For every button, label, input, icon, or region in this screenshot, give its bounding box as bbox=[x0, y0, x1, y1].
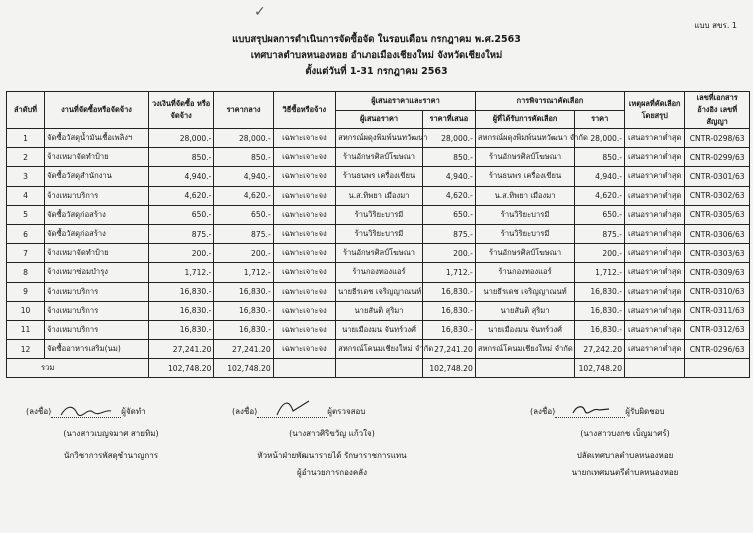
cell-method: เฉพาะเจาะจง bbox=[273, 282, 335, 301]
table-row bbox=[7, 320, 750, 339]
cell-median: 650.- bbox=[214, 205, 273, 224]
cell-bidder: นายธีรเดช เจริญญาณนท์ bbox=[336, 282, 423, 301]
cell-ref: CNTR-0305/63 bbox=[685, 205, 750, 224]
cell-price: 16,830.- bbox=[575, 301, 625, 320]
cell-reason: เสนอราคาต่ำสุด bbox=[625, 224, 685, 243]
cell-method: เฉพาะเจาะจง bbox=[273, 301, 335, 320]
cell-item: จัดซื้อวัสดุก่อสร้าง bbox=[45, 224, 149, 243]
signature-position-2: ผู้อำนวยการกองคลัง bbox=[297, 468, 367, 477]
cell-median: 875.- bbox=[214, 224, 273, 243]
signature-prefix: (ลงชื่อ) bbox=[530, 407, 556, 416]
cell-median: 200.- bbox=[214, 244, 273, 263]
header-reason: เหตุผลที่คัดเลือก โดยสรุป bbox=[625, 92, 685, 129]
table-header-row bbox=[7, 92, 750, 111]
table-row bbox=[7, 224, 750, 243]
header-price: ราคา bbox=[575, 110, 625, 129]
cell-bidder: ร้านอักษรศิลป์โฆษณา bbox=[336, 148, 423, 167]
cell-item: จ้างเหมาบริการ bbox=[45, 282, 149, 301]
cell-reason: เสนอราคาต่ำสุด bbox=[625, 263, 685, 282]
cell-method: เฉพาะเจาะจง bbox=[273, 263, 335, 282]
header-median: ราคากลาง bbox=[214, 92, 273, 129]
cell-ref: CNTR-0301/63 bbox=[685, 167, 750, 186]
cell-ref: CNTR-0310/63 bbox=[685, 282, 750, 301]
cell-median: 850.- bbox=[214, 148, 273, 167]
signature-preparer bbox=[26, 405, 196, 462]
header-item: งานที่จัดซื้อหรือจัดจ้าง bbox=[45, 92, 149, 129]
cell-bid: 4,620.- bbox=[422, 186, 475, 205]
cell-no: 9 bbox=[7, 282, 45, 301]
cell-bid: 4,940.- bbox=[422, 167, 475, 186]
cell-bidder: ร้านวิริยะบารมี bbox=[336, 205, 423, 224]
cell-bidder: ร้านธนพร เครื่องเขียน bbox=[336, 167, 423, 186]
table-row bbox=[7, 340, 750, 359]
cell-price: 1,712.- bbox=[575, 263, 625, 282]
cell-budget: 16,830.- bbox=[148, 320, 214, 339]
totals-median: 102,748.20 bbox=[214, 359, 273, 378]
totals-budget: 102,748.20 bbox=[148, 359, 214, 378]
cell-winner: ร้านกองทองแอร์ bbox=[475, 263, 574, 282]
cell-ref: CNTR-0306/63 bbox=[685, 224, 750, 243]
cell-median: 4,620.- bbox=[214, 186, 273, 205]
cell-bid: 16,830.- bbox=[422, 320, 475, 339]
cell-budget: 4,940.- bbox=[148, 167, 214, 186]
cell-median: 16,830.- bbox=[214, 282, 273, 301]
cell-method: เฉพาะเจาะจง bbox=[273, 320, 335, 339]
cell-budget: 200.- bbox=[148, 244, 214, 263]
cell-method: เฉพาะเจาะจง bbox=[273, 167, 335, 186]
cell-method: เฉพาะเจาะจง bbox=[273, 148, 335, 167]
form-code: แบบ สขร. 1 bbox=[694, 21, 737, 30]
signature-position: ปลัดเทศบาลตำบลหนองหอย bbox=[576, 451, 674, 460]
cell-ref: CNTR-0302/63 bbox=[685, 186, 750, 205]
cell-winner: นายธีรเดช เจริญญาณนท์ bbox=[475, 282, 574, 301]
cell-no: 4 bbox=[7, 186, 45, 205]
cell-price: 16,830.- bbox=[575, 320, 625, 339]
cell-budget: 16,830.- bbox=[148, 301, 214, 320]
table-row bbox=[7, 148, 750, 167]
signature-responsible bbox=[530, 405, 720, 479]
header-ref: เลขที่เอกสารอ้างอิง เลขที่สัญญา bbox=[685, 92, 750, 129]
cell-bidder: ร้านกองทองแอร์ bbox=[336, 263, 423, 282]
cell-budget: 28,000.- bbox=[148, 129, 214, 148]
cell-median: 27,241.20 bbox=[214, 340, 273, 359]
signature-role: ผู้ตรวจสอบ bbox=[327, 407, 366, 416]
cell-method: เฉพาะเจาะจง bbox=[273, 224, 335, 243]
table-body bbox=[7, 129, 750, 359]
cell-reason: เสนอราคาต่ำสุด bbox=[625, 340, 685, 359]
cell-winner: ร้านอักษรศิลป์โฆษณา bbox=[475, 148, 574, 167]
cell-bid: 875.- bbox=[422, 224, 475, 243]
cell-price: 4,620.- bbox=[575, 186, 625, 205]
cell-item: จัดซื้อวัสดุก่อสร้าง bbox=[45, 205, 149, 224]
table-row bbox=[7, 186, 750, 205]
cell-winner: ร้านอักษรศิลป์โฆษณา bbox=[475, 244, 574, 263]
cell-winner: ร้านวิริยะบารมี bbox=[475, 205, 574, 224]
table-row bbox=[7, 205, 750, 224]
table-row bbox=[7, 263, 750, 282]
cell-bidder: ร้านวิริยะบารมี bbox=[336, 224, 423, 243]
table-row bbox=[7, 301, 750, 320]
signature-name: (นางสาวศิริขวัญ แก้วใจ) bbox=[289, 429, 375, 438]
cell-bid: 650.- bbox=[422, 205, 475, 224]
procurement-table bbox=[6, 91, 750, 378]
cell-reason: เสนอราคาต่ำสุด bbox=[625, 282, 685, 301]
signature-position: หัวหน้าฝ่ายพัฒนารายได้ รักษาราชการแทน bbox=[257, 451, 407, 460]
cell-no: 5 bbox=[7, 205, 45, 224]
cell-budget: 16,830.- bbox=[148, 282, 214, 301]
cell-winner: ร้านวิริยะบารมี bbox=[475, 224, 574, 243]
cell-bidder: สหกรณ์ผดุงพิมพ์นนทวัฒนา bbox=[336, 129, 423, 148]
cell-bid: 1,712.- bbox=[422, 263, 475, 282]
cell-method: เฉพาะเจาะจง bbox=[273, 205, 335, 224]
cell-reason: เสนอราคาต่ำสุด bbox=[625, 167, 685, 186]
cell-no: 2 bbox=[7, 148, 45, 167]
cell-item: จัดซื้อวัสดุสำนักงาน bbox=[45, 167, 149, 186]
header-bid-price: ราคาที่เสนอ bbox=[422, 110, 475, 129]
signature-position: นักวิชาการพัสดุชำนาญการ bbox=[63, 451, 159, 460]
cell-winner: นายสันติ สุริมา bbox=[475, 301, 574, 320]
cell-median: 4,940.- bbox=[214, 167, 273, 186]
cell-budget: 1,712.- bbox=[148, 263, 214, 282]
cell-price: 850.- bbox=[575, 148, 625, 167]
totals-label: รวม bbox=[7, 359, 149, 378]
signature-name: (นางสาวเบญจมาศ สายทิม) bbox=[63, 429, 159, 438]
table-row bbox=[7, 282, 750, 301]
cell-reason: เสนอราคาต่ำสุด bbox=[625, 148, 685, 167]
cell-budget: 650.- bbox=[148, 205, 214, 224]
cell-ref: CNTR-0309/63 bbox=[685, 263, 750, 282]
cell-method: เฉพาะเจาะจง bbox=[273, 186, 335, 205]
table-row bbox=[7, 129, 750, 148]
cell-winner: สหกรณ์โคนมเชียงใหม่ จำกัด bbox=[475, 340, 574, 359]
header-winner: ผู้ที่ได้รับการคัดเลือก bbox=[475, 110, 574, 129]
signature-prefix: (ลงชื่อ) bbox=[232, 407, 258, 416]
cell-budget: 4,620.- bbox=[148, 186, 214, 205]
cell-bid: 850.- bbox=[422, 148, 475, 167]
cell-item: จ้างเหมาจัดทำป้าย bbox=[45, 148, 149, 167]
signature-reviewer bbox=[232, 405, 432, 479]
cell-median: 28,000.- bbox=[214, 129, 273, 148]
cell-budget: 850.- bbox=[148, 148, 214, 167]
cell-median: 1,712.- bbox=[214, 263, 273, 282]
signature-line bbox=[51, 407, 121, 418]
cell-bid: 28,000.- bbox=[422, 129, 475, 148]
cell-price: 16,830.- bbox=[575, 282, 625, 301]
cell-reason: เสนอราคาต่ำสุด bbox=[625, 186, 685, 205]
signature-prefix: (ลงชื่อ) bbox=[26, 407, 52, 416]
cell-item: จ้างเหมาบริการ bbox=[45, 186, 149, 205]
cell-bidder: น.ส.ทิพยา เมืองมา bbox=[336, 186, 423, 205]
pen-mark-icon: ✓ bbox=[254, 4, 266, 20]
signature-line bbox=[555, 407, 625, 418]
cell-ref: CNTR-0296/63 bbox=[685, 340, 750, 359]
document-titles bbox=[0, 32, 753, 80]
cell-no: 7 bbox=[7, 244, 45, 263]
cell-price: 4,940.- bbox=[575, 167, 625, 186]
cell-median: 16,830.- bbox=[214, 320, 273, 339]
cell-no: 11 bbox=[7, 320, 45, 339]
header-bidder: ผู้เสนอราคา bbox=[336, 110, 423, 129]
cell-price: 27,242.20 bbox=[575, 340, 625, 359]
signature-position-2: นายกเทศมนตรีตำบลหนองหอย bbox=[571, 468, 679, 477]
cell-price: 200.- bbox=[575, 244, 625, 263]
cell-reason: เสนอราคาต่ำสุด bbox=[625, 129, 685, 148]
cell-bidder: ร้านอักษรศิลป์โฆษณา bbox=[336, 244, 423, 263]
cell-reason: เสนอราคาต่ำสุด bbox=[625, 320, 685, 339]
title-line-2: เทศบาลตำบลหนองหอย อำเภอเมืองเชียงใหม่ จังหวัดเชียงใหม่ bbox=[250, 50, 503, 61]
cell-item: จ้างเหมาบริการ bbox=[45, 320, 149, 339]
cell-method: เฉพาะเจาะจง bbox=[273, 129, 335, 148]
cell-ref: CNTR-0303/63 bbox=[685, 244, 750, 263]
cell-budget: 875.- bbox=[148, 224, 214, 243]
header-method: วิธีซื้อหรือจ้าง bbox=[273, 92, 335, 129]
totals-row bbox=[7, 359, 750, 378]
cell-winner: นายเมืองมน จันทร์วงศ์ bbox=[475, 320, 574, 339]
signature-role: ผู้จัดทำ bbox=[121, 407, 146, 416]
table-row bbox=[7, 167, 750, 186]
cell-winner: ร้านธนพร เครื่องเขียน bbox=[475, 167, 574, 186]
cell-price: 28,000.- bbox=[575, 129, 625, 148]
header-budget: วงเงินที่จัดซื้อ หรือจัดจ้าง bbox=[148, 92, 214, 129]
title-line-3: ตั้งแต่วันที่ 1-31 กรกฎาคม 2563 bbox=[305, 66, 448, 77]
cell-bid: 27,241.20 bbox=[422, 340, 475, 359]
cell-no: 10 bbox=[7, 301, 45, 320]
cell-item: จ้างเหมาจัดทำป้าย bbox=[45, 244, 149, 263]
cell-bidder: นายเมืองมน จันทร์วงศ์ bbox=[336, 320, 423, 339]
title-line-1: แบบสรุปผลการดำเนินการจัดซื้อจัด ในรอบเดือน กรกฎาคม พ.ศ.2563 bbox=[232, 34, 521, 45]
table-row bbox=[7, 244, 750, 263]
cell-no: 1 bbox=[7, 129, 45, 148]
cell-ref: CNTR-0312/63 bbox=[685, 320, 750, 339]
cell-ref: CNTR-0298/63 bbox=[685, 129, 750, 148]
cell-bid: 16,830.- bbox=[422, 301, 475, 320]
cell-no: 6 bbox=[7, 224, 45, 243]
cell-budget: 27,241.20 bbox=[148, 340, 214, 359]
cell-bid: 200.- bbox=[422, 244, 475, 263]
cell-bidder: สหกรณ์โคนมเชียงใหม่ จำกัด bbox=[336, 340, 423, 359]
header-no: ลำดับที่ bbox=[7, 92, 45, 129]
cell-price: 875.- bbox=[575, 224, 625, 243]
cell-price: 650.- bbox=[575, 205, 625, 224]
cell-no: 3 bbox=[7, 167, 45, 186]
header-selected-group: การพิจารณาคัดเลือก bbox=[475, 92, 624, 111]
cell-winner: น.ส.ทิพยา เมืองมา bbox=[475, 186, 574, 205]
cell-no: 8 bbox=[7, 263, 45, 282]
cell-reason: เสนอราคาต่ำสุด bbox=[625, 301, 685, 320]
cell-bid: 16,830.- bbox=[422, 282, 475, 301]
cell-winner: สหกรณ์ผดุงพิมพ์นนทวัฒนา จำกัด bbox=[475, 129, 574, 148]
cell-item: จัดซื้ออาหารเสริม(นม) bbox=[45, 340, 149, 359]
totals-bid: 102,748.20 bbox=[422, 359, 475, 378]
cell-method: เฉพาะเจาะจง bbox=[273, 340, 335, 359]
cell-method: เฉพาะเจาะจง bbox=[273, 244, 335, 263]
cell-ref: CNTR-0311/63 bbox=[685, 301, 750, 320]
cell-item: จัดซื้อวัสดุน้ำมันเชื้อเพลิงฯ bbox=[45, 129, 149, 148]
cell-no: 12 bbox=[7, 340, 45, 359]
cell-bidder: นายสันติ สุริมา bbox=[336, 301, 423, 320]
signature-name: (นางสาวบงกช เบ็ญมาศร์) bbox=[580, 429, 670, 438]
signature-line bbox=[257, 407, 327, 418]
cell-reason: เสนอราคาต่ำสุด bbox=[625, 205, 685, 224]
cell-item: จ้างเหมาบริการ bbox=[45, 301, 149, 320]
cell-item: จ้างเหมาซ่อมบำรุง bbox=[45, 263, 149, 282]
totals-price: 102,748.20 bbox=[575, 359, 625, 378]
cell-reason: เสนอราคาต่ำสุด bbox=[625, 244, 685, 263]
cell-median: 16,830.- bbox=[214, 301, 273, 320]
header-bidder-group: ผู้เสนอราคาและราคา bbox=[336, 92, 476, 111]
cell-ref: CNTR-0299/63 bbox=[685, 148, 750, 167]
signature-role: ผู้รับผิดชอบ bbox=[625, 407, 665, 416]
